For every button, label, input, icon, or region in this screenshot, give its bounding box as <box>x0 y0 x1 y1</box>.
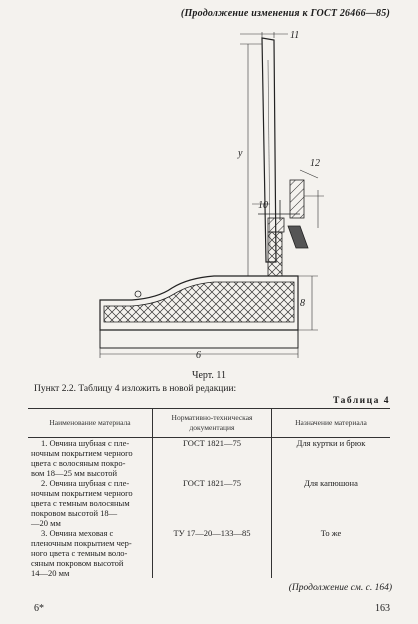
cell-line: ночным покрытием черного <box>31 488 133 498</box>
cell-purpose: Для куртки и брюк <box>272 438 391 479</box>
col-header-purpose: Назначение материала <box>272 409 391 438</box>
cell-doc: ГОСТ 1821—75 <box>153 478 272 528</box>
table-row <box>28 438 390 479</box>
cell-doc: ТУ 17—20—133—85 <box>153 528 272 578</box>
cell-line: вом 18—25 мм высотой <box>31 468 118 478</box>
clamp-block <box>268 218 284 232</box>
cell-doc: ГОСТ 1821—75 <box>153 438 272 479</box>
clamp-arm <box>290 180 304 218</box>
col-header-doc: Нормативно-техническая документация <box>153 409 272 438</box>
cell-line: покровом высотой 18— <box>31 508 118 518</box>
cell-purpose: То же <box>272 528 391 578</box>
continuation-note: (Продолжение см. с. 164) <box>288 583 392 593</box>
cell-line: пленочным покрытием чер- <box>31 538 132 548</box>
dim-label-12: 12 <box>310 158 320 169</box>
cell-name <box>28 528 153 578</box>
cell-line: ного цвета с темным воло- <box>31 548 128 558</box>
table-header-row <box>28 409 390 438</box>
dim-label-8: 8 <box>300 298 305 309</box>
header-note: (Продолжение изменения к ГОСТ 26466—85) <box>180 8 390 19</box>
table-row <box>28 478 390 528</box>
cell-line: 2. Овчина шубная с пле- <box>41 478 130 488</box>
cell-line: сяным покровом высотой <box>31 558 124 568</box>
cell-line: —20 мм <box>31 518 61 528</box>
cell-line: 14—20 мм <box>31 568 70 578</box>
dim-label-11: 11 <box>290 30 300 41</box>
dim-label-10: 10 <box>258 200 268 211</box>
figure-caption: Черт. 11 <box>191 370 227 381</box>
page-number-right: 163 <box>375 603 390 614</box>
materials-table <box>28 408 390 578</box>
cell-name <box>28 478 153 528</box>
cell-purpose: Для капюшона <box>272 478 391 528</box>
cell-line: цвета с темным волосяным <box>31 498 130 508</box>
cell-line: ночным покрытием черного <box>31 448 133 458</box>
cell-line: 1. Овчина шубная с пле- <box>41 438 130 448</box>
dim-label-6: 6 <box>196 350 201 361</box>
cell-name <box>28 438 153 479</box>
item-text: Пункт 2.2. Таблицу 4 изложить в новой редакции: <box>34 384 237 394</box>
page-number-left: 6* <box>34 603 44 614</box>
cell-line: 3. Овчина меховая с <box>41 528 114 538</box>
col-header-name: Наименование материала <box>28 409 153 438</box>
table-row <box>28 528 390 578</box>
cell-line: цвета с волосяным покро- <box>31 458 126 468</box>
table-title: Таблица 4 <box>332 396 390 406</box>
dim-label-y: у <box>238 148 243 159</box>
